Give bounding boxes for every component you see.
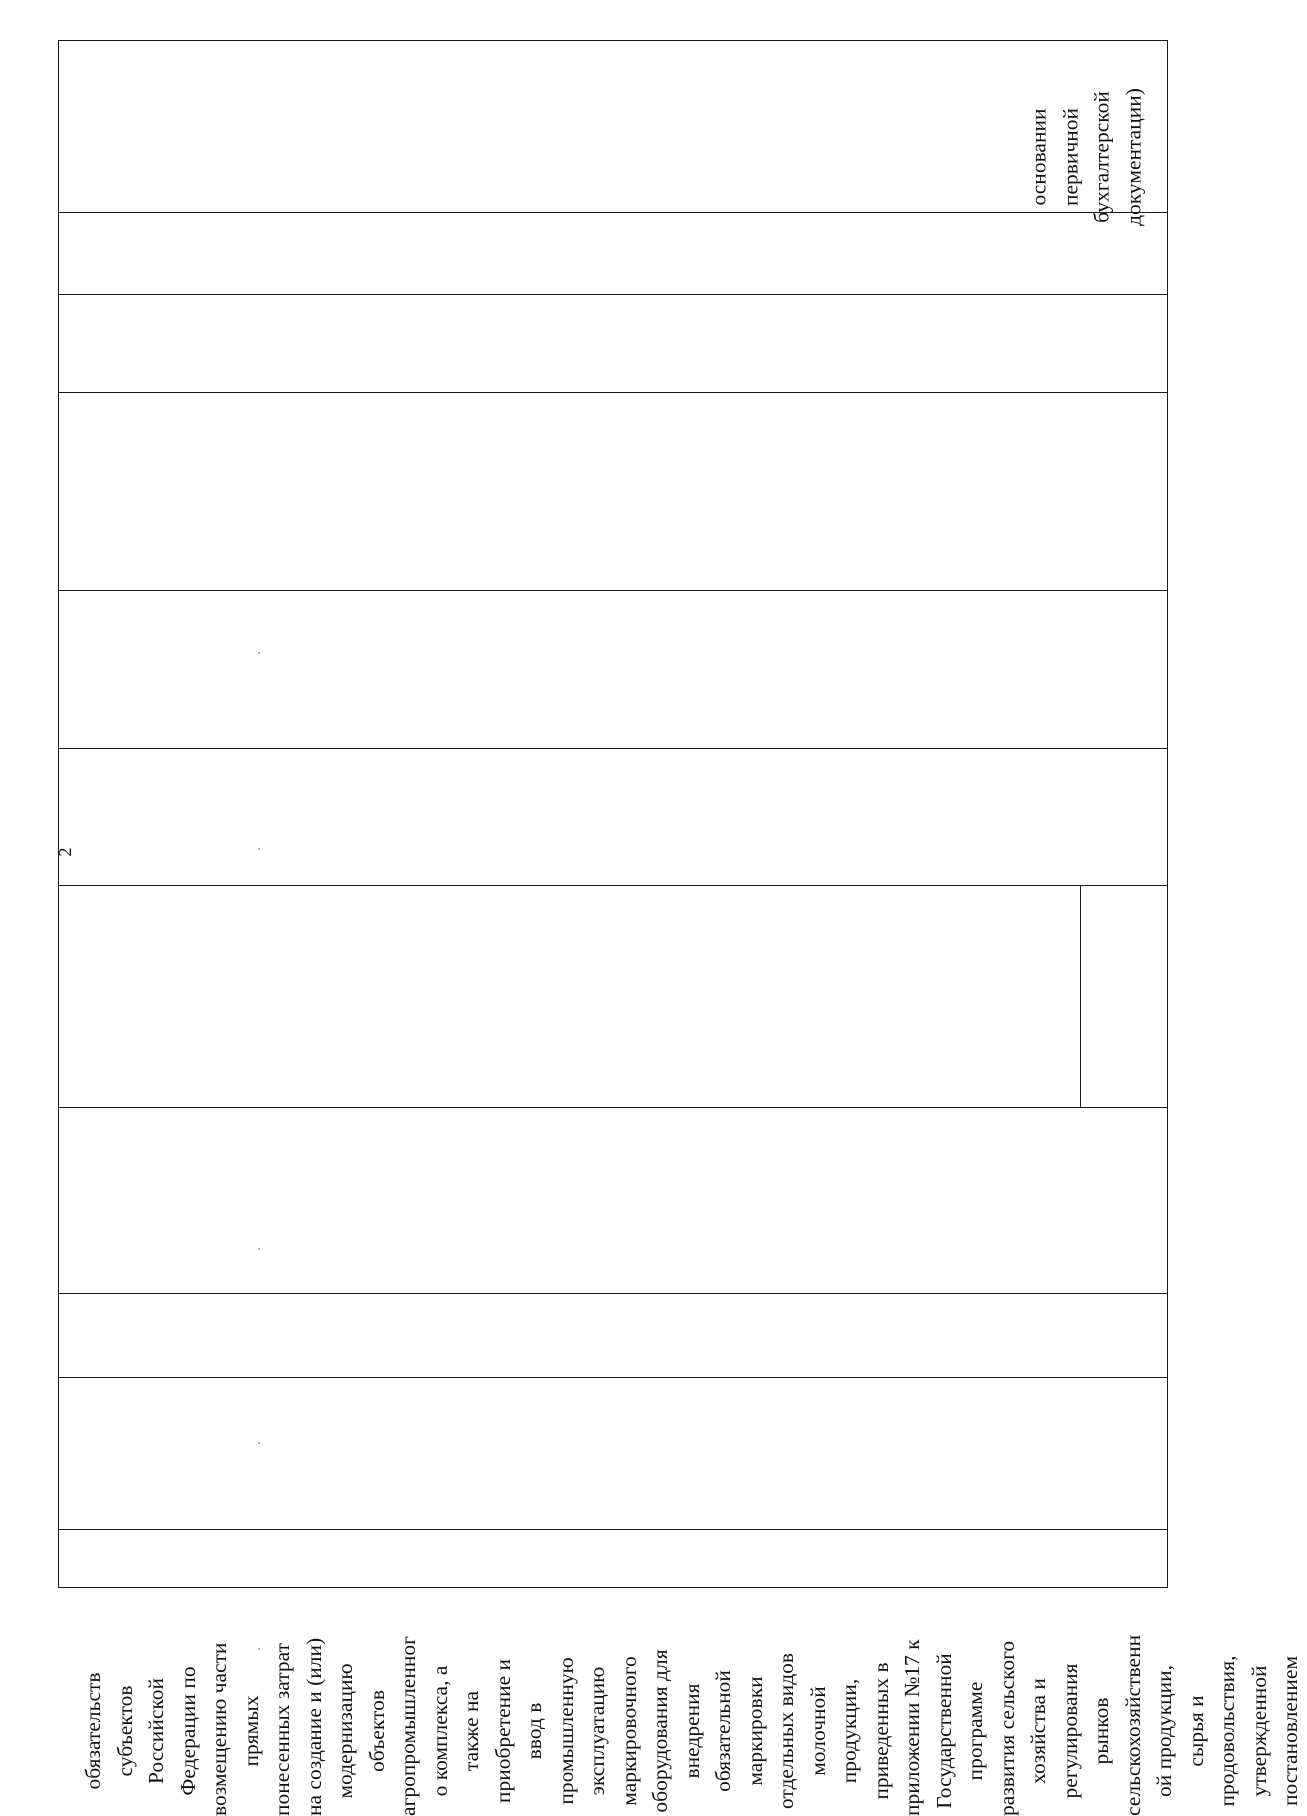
- row-divider: [58, 1107, 1168, 1108]
- text-line: оборудования для: [648, 1649, 672, 1813]
- text-line: приобретение и: [490, 1658, 515, 1804]
- text-line: ввод в: [522, 1702, 546, 1760]
- column-divider: [1080, 885, 1081, 1107]
- text-line: бухгалтерской: [1089, 91, 1114, 223]
- text-line: промышленную: [553, 1657, 578, 1805]
- text-line: документации): [1121, 88, 1145, 226]
- text-line: Государственной: [931, 1653, 956, 1809]
- text-line: также на: [459, 1690, 483, 1772]
- text-line: объектов: [364, 1690, 389, 1772]
- table-frame: [58, 40, 1168, 1588]
- text-line: обязательной: [711, 1670, 735, 1792]
- text-line: программе: [963, 1681, 987, 1781]
- text-line: модернизацию: [333, 1663, 357, 1799]
- text-line: прямых: [238, 1695, 263, 1767]
- text-line: субъектов: [112, 1685, 137, 1777]
- row-divider: [58, 748, 1168, 749]
- text-line: развития сельского: [994, 1640, 1019, 1816]
- text-line: сельскохозяйственн: [1120, 1634, 1145, 1816]
- text-line: приложении №17 к: [900, 1639, 924, 1816]
- header-cell-text: [120, 75, 1152, 240]
- text-line: постановлением: [1278, 1655, 1302, 1807]
- scan-speck: [258, 848, 260, 850]
- text-line: приведенных в: [868, 1662, 893, 1800]
- text-line: маркировки: [742, 1676, 767, 1786]
- scan-speck: [258, 652, 260, 654]
- text-line: понесенных затрат: [270, 1642, 294, 1816]
- text-line: Российской: [144, 1678, 168, 1784]
- description-cell-text: [72, 1634, 1302, 1816]
- scan-speck: [258, 1248, 260, 1250]
- text-line: эксплуатацию: [585, 1666, 609, 1796]
- text-line: регулирования: [1057, 1663, 1082, 1799]
- scan-speck: [258, 1442, 260, 1444]
- text-line: Федерации по: [175, 1666, 200, 1796]
- row-divider: [58, 294, 1168, 295]
- text-line: продукции,: [837, 1678, 861, 1784]
- scan-speck: [258, 1648, 260, 1650]
- text-line: возмещению части: [207, 1642, 231, 1816]
- row-divider: [58, 1529, 1168, 1530]
- text-line: продовольствия,: [1215, 1655, 1239, 1807]
- row-divider: [58, 885, 1168, 886]
- row-divider: [58, 590, 1168, 591]
- text-line: маркировочного: [616, 1656, 641, 1806]
- page-number: 2: [55, 847, 75, 857]
- text-line: агропромышленног: [396, 1636, 420, 1816]
- text-line: отдельных видов: [774, 1652, 798, 1810]
- text-line: хозяйства и: [1026, 1678, 1050, 1784]
- row-divider: [58, 1293, 1168, 1294]
- row-divider: [58, 1377, 1168, 1378]
- text-line: о комплекса, а: [427, 1665, 452, 1797]
- text-line: обязательств: [81, 1672, 105, 1790]
- text-line: ой продукции,: [1152, 1664, 1176, 1798]
- text-line: молочной: [805, 1686, 830, 1776]
- text-line: утвержденной: [1246, 1665, 1271, 1797]
- text-line: сырья и: [1183, 1695, 1208, 1767]
- text-line: внедрения: [679, 1683, 704, 1779]
- row-divider: [58, 392, 1168, 393]
- text-line: основании: [1026, 108, 1051, 206]
- text-line: рынков: [1089, 1697, 1113, 1765]
- text-line: первичной: [1058, 107, 1082, 207]
- text-line: на создание и (или): [301, 1637, 326, 1816]
